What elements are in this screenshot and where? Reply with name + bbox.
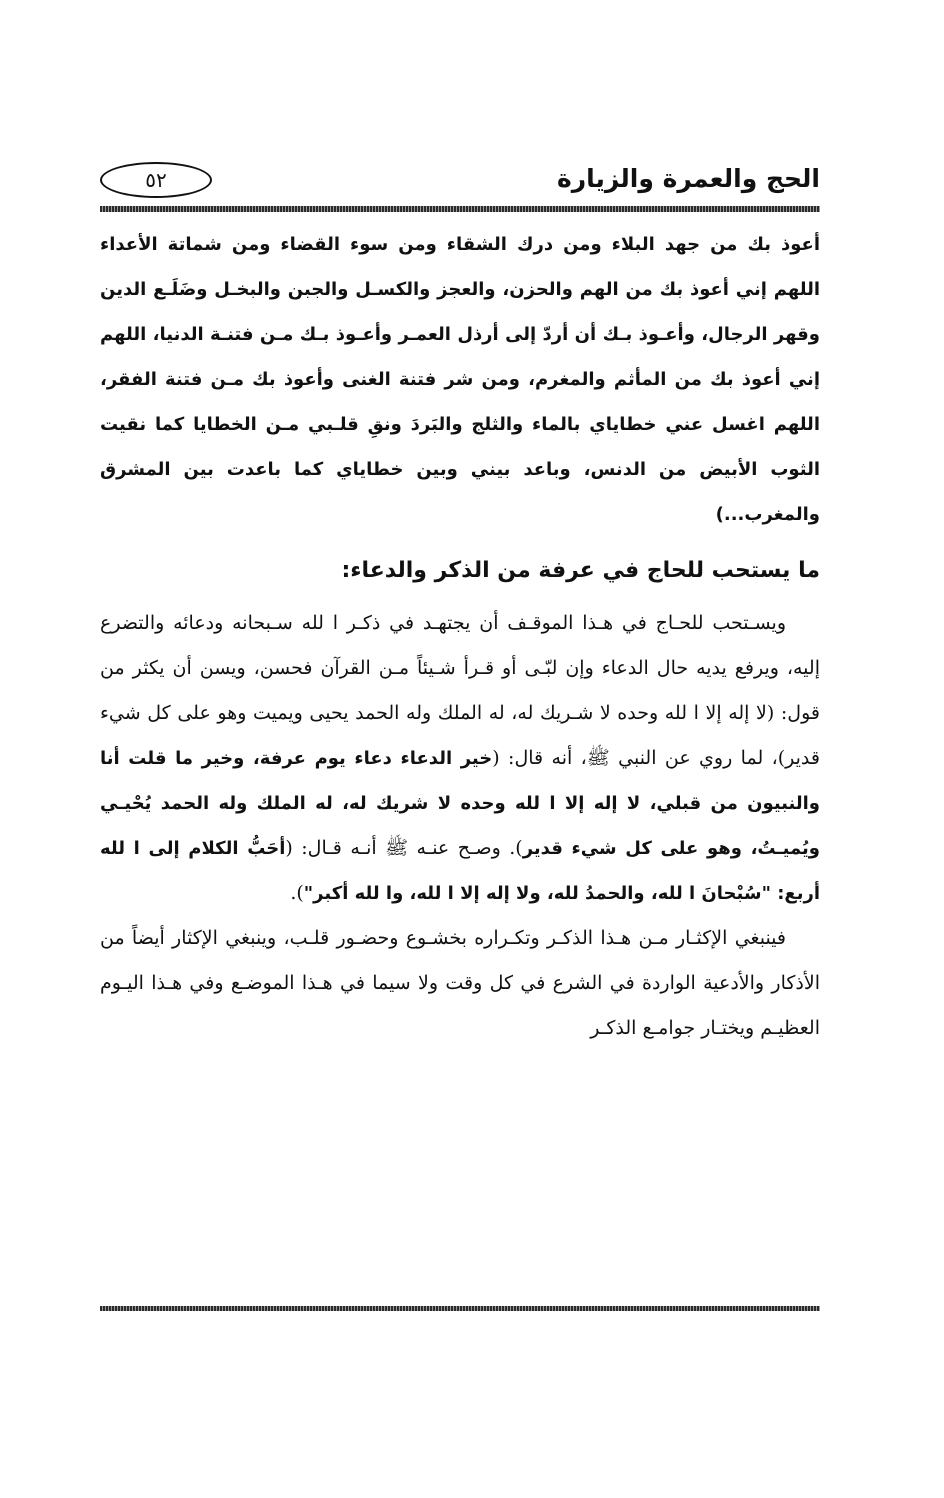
page-number: ٥٢ xyxy=(100,162,212,198)
running-title: الحج والعمرة والزيارة xyxy=(556,164,820,193)
hadith-best-dua: خير الدعاء دعاء يوم عرفة، وخير ما قلت أنا والنبيون من قبلي، لا إله إلا ا لله وحده لا شريك له، له الملك وله الحمد يُحْيـي ويُميـتُ، وهو على كل شيء قدير xyxy=(100,748,820,859)
dhikr-intro-text: ويسـتحب للحـاج في هـذا الموقـف أن يجتهـد في ذكـر ا لله سـبحانه ودعائه والتضرع إليه، ويرفع يديه حال الدعاء وإن لبّـى أو قـرأ شـيئاً مـن القرآن فحسن، ويسن أن يكثر من قول: (لا إله إلا ا لله وحده لا شـريك له، له الملك وله الحمد يحيى ويميت وهو على كل شيء قدير)، لما روي عن النبي ﷺ، أنه قال: ( xyxy=(100,612,820,769)
dhikr-paragraph xyxy=(100,601,820,916)
continued-dua-paragraph: أعوذ بك من جهد البلاء ومن درك الشقاء ومن سوء القضاء ومن شماتة الأعداء اللهم إني أعوذ بك من الهم والحزن، والعجز والكسـل والجبن والبخـل وضَلَـع الدين وقهر الرجال، وأعـوذ بـك أن أردّ إلى أرذل العمـر وأعـوذ بـك مـن فتنـة الدنيا، اللهم إني أعوذ بك من المأثم والمغرم، ومن شر فتنة الغنى وأعوذ بك مـن فتنة الفقر، اللهم اغسل عني خطاياي بالماء والثلج والبَردَ ونقِ قلـبي مـن الخطايا كما نقيت الثوب الأبيض من الدنس، وباعد بيني وبين خطاياي كما باعدت بين المشرق والمغرب...) xyxy=(100,234,820,525)
page-header xyxy=(100,160,820,204)
recommendation-paragraph: فينبغي الإكثـار مـن هـذا الذكـر وتكـراره بخشـوع وحضـور قلـب، وينبغي الإكثار أيضاً من الأذكار والأدعية الواردة في الشرع في كل وقت ولا سيما في هـذا الموضـع وفي هـذا اليـوم العظيـم ويختـار جوامـع الذكـر xyxy=(100,927,820,1039)
hadith-beloved-words: أحَبُّ الكلام إلى ا لله أربع: "سُبْحانَ ا لله، والحمدُ لله، ولا إله إلا ا لله، وا لله أكبر" xyxy=(100,838,820,904)
page-body xyxy=(100,222,820,1051)
section-heading: ما يستحب للحاج في عرفة من الذكر والدعاء: xyxy=(341,558,820,583)
dhikr-end-text: ). xyxy=(290,882,304,904)
header-divider xyxy=(100,206,820,212)
footer-divider xyxy=(100,1306,820,1311)
dhikr-middle-text: ). وصـح عنـه ﷺ أنـه قـال: ( xyxy=(285,837,523,859)
